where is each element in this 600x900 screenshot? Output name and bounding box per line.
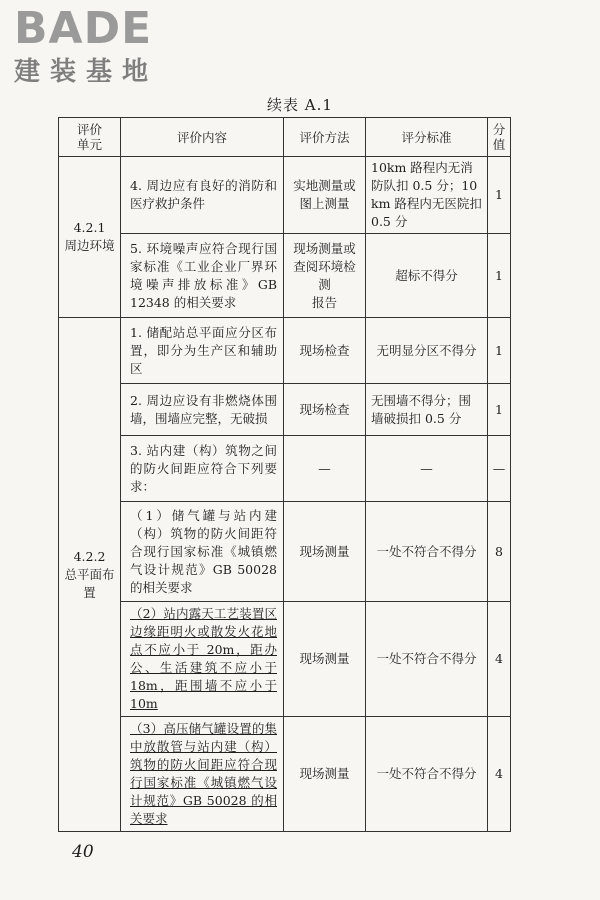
bade-logo [14, 3, 184, 92]
content-cell-revised: （2）站内露天工艺装置区边缘距明火或散发火花地点不应小于 20m，距办公、生活建筑不应小于 18m，距围墙不应小于 10m [121, 602, 284, 717]
content-cell: （1）储气罐与站内建（构）筑物的防火间距符合现行国家标准《城镇燃气设计规范》GB 50028 的相关要求 [121, 502, 284, 602]
logo-wordmark: BADE [14, 3, 153, 54]
logo-subtitle: 建装基地 [14, 57, 159, 87]
standard-cell: 无围墙不得分；围墙破损扣 0.5 分 [366, 384, 488, 436]
standard-cell: 一处不符合不得分 [366, 717, 488, 832]
table-header-row [59, 118, 511, 157]
standard-cell: 一处不符合不得分 [366, 502, 488, 602]
table-row [59, 502, 511, 602]
score-cell: 1 [488, 384, 511, 436]
content-cell: 3. 站内建（构）筑物之间的防火间距应符合下列要求： [121, 436, 284, 502]
method-cell: 现场测量 [284, 602, 366, 717]
score-cell: — [488, 436, 511, 502]
content-cell: 1. 储配站总平面应分区布置，即分为生产区和辅助区 [121, 318, 284, 384]
evaluation-table [58, 117, 511, 832]
method-cell: 现场测量 [284, 717, 366, 832]
table-row [59, 318, 511, 384]
method-cell: — [284, 436, 366, 502]
method-cell: 实地测量或 图上测量 [284, 157, 366, 234]
header-method: 评价方法 [284, 118, 366, 157]
score-cell: 4 [488, 602, 511, 717]
standard-cell: 无明显分区不得分 [366, 318, 488, 384]
content-cell: 5. 环境噪声应符合现行国家标准《工业企业厂界环境噪声排放标准》GB 12348 的相关要求 [121, 234, 284, 318]
method-cell: 现场检查 [284, 384, 366, 436]
standard-cell: 超标不得分 [366, 234, 488, 318]
header-unit: 评价 单元 [59, 118, 121, 157]
score-cell: 1 [488, 318, 511, 384]
standard-cell: 10km 路程内无消防队扣 0.5 分；10 km 路程内无医院扣 0.5 分 [366, 157, 488, 234]
table-row [59, 602, 511, 717]
header-score: 分 值 [488, 118, 511, 157]
method-cell: 现场测量 [284, 502, 366, 602]
method-cell: 现场检查 [284, 318, 366, 384]
content-cell: 4. 周边应有良好的消防和医疗救护条件 [121, 157, 284, 234]
table-row [59, 157, 511, 234]
score-cell: 8 [488, 502, 511, 602]
unit-cell-site-layout: 4.2.2 总平面布置 [59, 318, 121, 832]
header-content: 评价内容 [121, 118, 284, 157]
standard-cell: 一处不符合不得分 [366, 602, 488, 717]
content-cell-revised: （3）高压储气罐设置的集中放散管与站内建（构）筑物的防火间距应符合现行国家标准《城镇燃气设计规范》GB 50028 的相关要求 [121, 717, 284, 832]
table-row [59, 436, 511, 502]
page-number: 40 [72, 842, 94, 862]
table-row [59, 717, 511, 832]
score-cell: 4 [488, 717, 511, 832]
table-row [59, 234, 511, 318]
content-cell: 2. 周边应设有非燃烧体围墙，围墙应完整，无破损 [121, 384, 284, 436]
score-cell: 1 [488, 234, 511, 318]
standard-cell: — [366, 436, 488, 502]
unit-cell-surroundings: 4.2.1 周边环境 [59, 157, 121, 318]
header-standard: 评分标准 [366, 118, 488, 157]
table-row [59, 384, 511, 436]
table-caption: 续表 A.1 [267, 96, 333, 114]
score-cell: 1 [488, 157, 511, 234]
method-cell: 现场测量或 查阅环境检测 报告 [284, 234, 366, 318]
